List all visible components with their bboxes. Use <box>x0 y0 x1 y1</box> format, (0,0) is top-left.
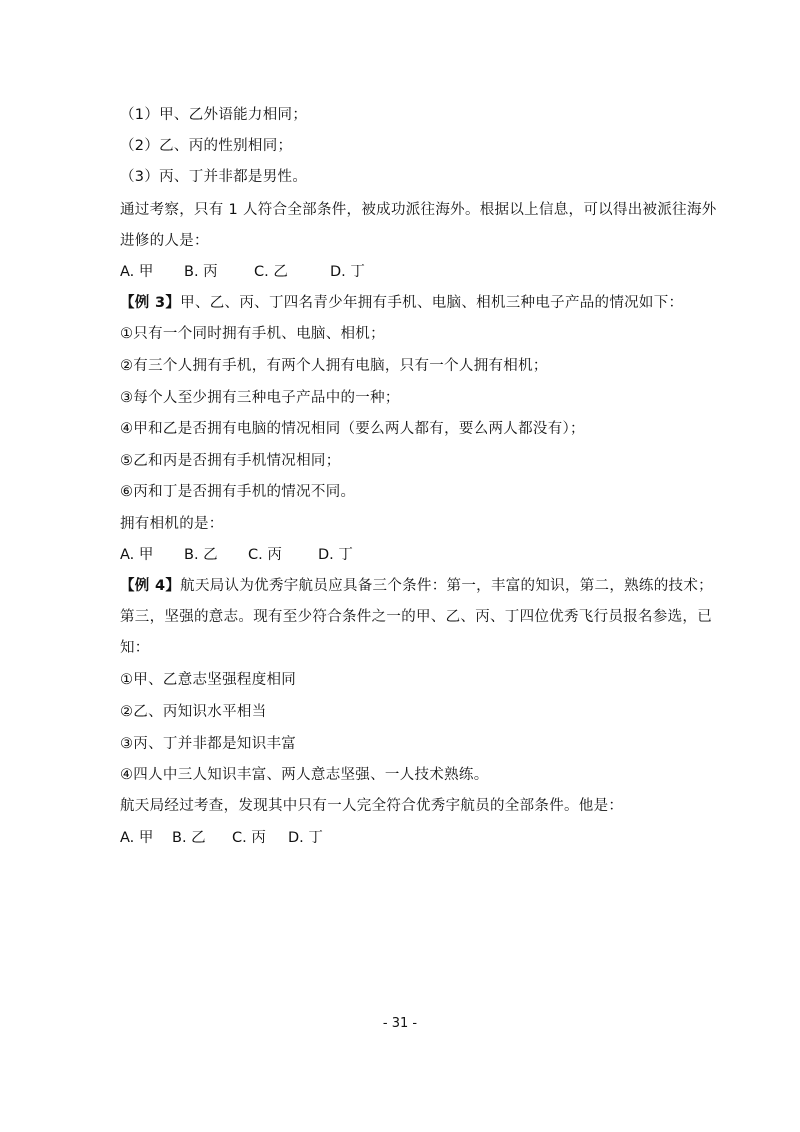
option-d: D. 丁 <box>318 547 353 563</box>
condition-2: （2）乙、丙的性别相同； <box>120 138 293 154</box>
option-c: C. 丙 <box>232 830 266 846</box>
example-3-item-1: ①只有一个同时拥有手机、电脑、相机； <box>120 326 385 342</box>
example-4-item-2: ②乙、丙知识水平相当 <box>120 704 267 720</box>
condition-1: （1）甲、乙外语能力相同； <box>120 107 308 123</box>
option-d: D. 丁 <box>288 830 323 846</box>
example-3-item-5: ⑤乙和丙是否拥有手机情况相同； <box>120 453 341 469</box>
example-3-tag: 【例 3】 <box>120 295 181 311</box>
example-3-item-4: ④甲和乙是否拥有电脑的情况相同（要么两人都有，要么两人都没有）； <box>120 421 585 437</box>
example-4-tag: 【例 4】 <box>120 578 181 594</box>
example-4-intro-3: 知： <box>120 640 150 656</box>
example-3-question: 拥有相机的是： <box>120 516 224 532</box>
example-4-item-1: ①甲、乙意志坚强程度相同 <box>120 672 297 688</box>
option-c: C. 丙 <box>248 547 282 563</box>
option-d: D. 丁 <box>330 264 365 280</box>
example-3-item-6: ⑥丙和丁是否拥有手机的情况不同。 <box>120 484 356 500</box>
paragraph-line-1: 通过考察，只有 1 人符合全部条件，被成功派往海外。根据以上信息，可以得出被派往海外 <box>120 202 717 218</box>
example-4-heading <box>120 576 713 596</box>
example-4-intro-2: 第三，坚强的意志。现有至少符合条件之一的甲、乙、丙、丁四位优秀飞行员报名参选，已 <box>120 609 712 625</box>
paragraph-line-2: 进修的人是： <box>120 233 209 249</box>
example-3-item-3: ③每个人至少拥有三种电子产品中的一种； <box>120 390 400 406</box>
example-4-question: 航天局经过考查，发现其中只有一人完全符合优秀宇航员的全部条件。他是： <box>120 798 624 814</box>
answer-options-2 <box>120 545 353 565</box>
example-3-intro: 甲、乙、丙、丁四名青少年拥有手机、电脑、相机三种电子产品的情况如下： <box>180 295 684 311</box>
answer-options-1 <box>120 262 365 282</box>
option-b: B. 丙 <box>184 264 218 280</box>
option-c: C. 乙 <box>254 264 288 280</box>
answer-options-3 <box>120 828 323 848</box>
example-3-item-2: ②有三个人拥有手机，有两个人拥有电脑，只有一个人拥有相机； <box>120 358 548 374</box>
condition-3: （3）丙、丁并非都是男性。 <box>120 169 308 185</box>
option-b: B. 乙 <box>172 830 206 846</box>
option-b: B. 乙 <box>184 547 218 563</box>
example-4-intro-1: 航天局认为优秀宇航员应具备三个条件：第一，丰富的知识，第二，熟练的技术； <box>180 578 713 594</box>
example-3-heading <box>120 293 683 313</box>
example-4-item-4: ④四人中三人知识丰富、两人意志坚强、一人技术熟练。 <box>120 767 489 783</box>
page-number: - 31 - <box>382 1016 418 1031</box>
option-a: A. 甲 <box>120 547 154 563</box>
option-a: A. 甲 <box>120 264 154 280</box>
option-a: A. 甲 <box>120 830 154 846</box>
example-4-item-3: ③丙、丁并非都是知识丰富 <box>120 736 297 752</box>
